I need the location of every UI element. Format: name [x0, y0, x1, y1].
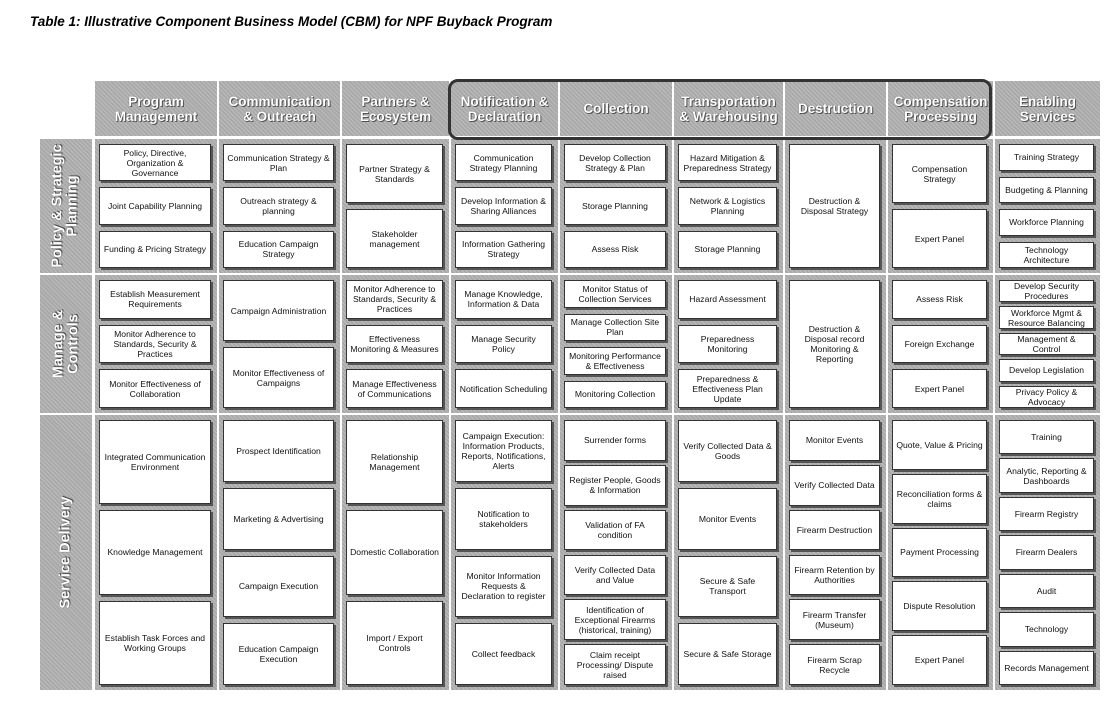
component-box[interactable]: Monitor Status of Collection Services — [564, 280, 666, 308]
component-cell — [95, 415, 217, 690]
component-cell — [888, 415, 993, 690]
component-box[interactable]: Destruction & Disposal Strategy — [789, 144, 880, 268]
component-cell — [560, 139, 672, 273]
component-box[interactable]: Communication Strategy Planning — [455, 144, 552, 181]
component-box[interactable]: Monitor Effectiveness of Collaboration — [99, 369, 211, 408]
component-box[interactable]: Dispute Resolution — [892, 581, 987, 631]
component-box[interactable]: Claim receipt Processing/ Dispute raised — [564, 644, 666, 685]
component-box[interactable]: Monitor Adherence to Standards, Security & Practices — [99, 325, 211, 364]
component-box[interactable]: Develop Information & Sharing Alliances — [455, 187, 552, 224]
component-box[interactable]: Training Strategy — [999, 144, 1094, 171]
column-header: Compensation Processing — [888, 81, 993, 136]
component-cell — [888, 139, 993, 273]
component-cell — [95, 275, 217, 413]
component-box[interactable]: Firearm Scrap Recycle — [789, 644, 880, 685]
component-box[interactable]: Manage Effectiveness of Communications — [346, 369, 443, 408]
component-box[interactable]: Notification to stakeholders — [455, 488, 552, 550]
component-box[interactable]: Storage Planning — [564, 187, 666, 224]
component-box[interactable]: Destruction & Disposal record Monitoring & Reporting — [789, 280, 880, 408]
component-box[interactable]: Compensation Strategy — [892, 144, 987, 203]
component-box[interactable]: Outreach strategy & planning — [223, 187, 334, 224]
component-box[interactable]: Notification Scheduling — [455, 369, 552, 408]
component-cell — [451, 139, 558, 273]
component-box[interactable]: Education Campaign Execution — [223, 623, 334, 685]
component-box[interactable]: Domestic Collaboration — [346, 510, 443, 594]
component-box[interactable]: Develop Collection Strategy & Plan — [564, 144, 666, 181]
component-box[interactable]: Communication Strategy & Plan — [223, 144, 334, 181]
component-box[interactable]: Campaign Execution: Information Products, Reports, Notifications, Alerts — [455, 420, 552, 482]
component-cell — [342, 275, 449, 413]
component-box[interactable]: Information Gathering Strategy — [455, 231, 552, 268]
column-header: Communication & Outreach — [219, 81, 340, 136]
component-box[interactable]: Training — [999, 420, 1094, 454]
component-box[interactable]: Marketing & Advertising — [223, 488, 334, 550]
component-box[interactable]: Monitor Events — [789, 420, 880, 461]
component-box[interactable]: Manage Collection Site Plan — [564, 314, 666, 342]
component-box[interactable]: Relationship Management — [346, 420, 443, 504]
row-header-label: Service Delivery — [57, 496, 74, 609]
component-box[interactable]: Verify Collected Data and Value — [564, 555, 666, 596]
column-header: Transportation & Warehousing — [674, 81, 783, 136]
component-box[interactable]: Verify Collected Data & Goods — [678, 420, 777, 482]
component-box[interactable]: Management & Control — [999, 333, 1094, 355]
component-box[interactable]: Firearm Retention by Authorities — [789, 555, 880, 596]
component-cell — [995, 139, 1100, 273]
column-header: Program Management — [95, 81, 217, 136]
component-cell — [888, 275, 993, 413]
component-box[interactable]: Monitor Adherence to Standards, Security & Practices — [346, 280, 443, 319]
component-box[interactable]: Joint Capability Planning — [99, 187, 211, 224]
component-cell — [674, 139, 783, 273]
component-box[interactable]: Monitoring Collection — [564, 381, 666, 409]
component-cell — [219, 275, 340, 413]
component-box[interactable]: Develop Legislation — [999, 359, 1094, 381]
row-header-label: Manage & Controls — [50, 309, 81, 379]
component-cell — [785, 275, 886, 413]
component-cell — [342, 139, 449, 273]
component-box[interactable]: Manage Security Policy — [455, 325, 552, 364]
component-cell — [451, 275, 558, 413]
component-box[interactable]: Records Management — [999, 651, 1094, 685]
component-box[interactable]: Monitor Events — [678, 488, 777, 550]
component-box[interactable]: Monitor Information Requests & Declaration to register — [455, 556, 552, 618]
component-box[interactable]: Analytic, Reporting & Dashboards — [999, 458, 1094, 492]
column-header: Destruction — [785, 81, 886, 136]
component-box[interactable]: Education Campaign Strategy — [223, 231, 334, 268]
component-box[interactable]: Audit — [999, 574, 1094, 608]
component-box[interactable]: Workforce Planning — [999, 209, 1094, 236]
component-box[interactable]: Assess Risk — [564, 231, 666, 268]
component-cell — [674, 275, 783, 413]
component-box[interactable]: Hazard Mitigation & Preparedness Strategy — [678, 144, 777, 181]
component-cell — [995, 415, 1100, 690]
component-cell — [95, 139, 217, 273]
column-header: Enabling Services — [995, 81, 1100, 136]
component-box[interactable]: Secure & Safe Transport — [678, 556, 777, 618]
row-header — [40, 415, 92, 690]
component-box[interactable]: Collect feedback — [455, 623, 552, 685]
column-header: Notification & Declaration — [451, 81, 558, 136]
component-box[interactable]: Validation of FA condition — [564, 510, 666, 551]
component-box[interactable]: Privacy Policy & Advocacy — [999, 386, 1094, 408]
component-cell — [785, 139, 886, 273]
column-header: Collection — [560, 81, 672, 136]
component-box[interactable]: Stakeholder management — [346, 209, 443, 268]
component-box[interactable]: Reconciliation forms & claims — [892, 474, 987, 524]
component-box[interactable]: Firearm Registry — [999, 497, 1094, 531]
component-box[interactable]: Workforce Mgmt & Resource Balancing — [999, 306, 1094, 328]
component-box[interactable]: Network & Logistics Planning — [678, 187, 777, 224]
component-box[interactable]: Knowledge Management — [99, 510, 211, 594]
component-box[interactable]: Manage Knowledge, Information & Data — [455, 280, 552, 319]
component-box[interactable]: Establish Measurement Requirements — [99, 280, 211, 319]
component-cell — [560, 415, 672, 690]
component-box[interactable]: Verify Collected Data — [789, 465, 880, 506]
component-cell — [219, 139, 340, 273]
component-box[interactable]: Campaign Administration — [223, 280, 334, 341]
row-header — [40, 139, 92, 273]
component-cell — [674, 415, 783, 690]
column-header: Partners & Ecosystem — [342, 81, 449, 136]
component-box[interactable]: Effectiveness Monitoring & Measures — [346, 325, 443, 364]
lifecycle-highlight-frame — [448, 79, 992, 140]
component-box[interactable]: Monitoring Performance & Effectiveness — [564, 347, 666, 375]
table-title: Table 1: Illustrative Component Business Model (CBM) for NPF Buyback Program — [30, 14, 553, 29]
component-box[interactable]: Integrated Communication Environment — [99, 420, 211, 504]
component-box[interactable]: Payment Processing — [892, 528, 987, 578]
component-box[interactable]: Funding & Pricing Strategy — [99, 231, 211, 268]
component-box[interactable]: Budgeting & Planning — [999, 177, 1094, 204]
component-box[interactable]: Identification of Exceptional Firearms (historical, training) — [564, 599, 666, 640]
component-box[interactable]: Secure & Safe Storage — [678, 623, 777, 685]
component-box[interactable]: Hazard Assessment — [678, 280, 777, 319]
component-box[interactable]: Expert Panel — [892, 635, 987, 685]
component-cell — [342, 415, 449, 690]
component-box[interactable]: Develop Security Procedures — [999, 280, 1094, 302]
row-header-label: Policy & Strategic Planning — [50, 144, 82, 268]
component-cell — [219, 415, 340, 690]
component-box[interactable]: Prospect Identification — [223, 420, 334, 482]
component-box[interactable]: Import / Export Controls — [346, 601, 443, 685]
component-cell — [560, 275, 672, 413]
component-cell — [785, 415, 886, 690]
component-cell — [995, 275, 1100, 413]
component-box[interactable]: Surrender forms — [564, 420, 666, 461]
component-box[interactable]: Foreign Exchange — [892, 325, 987, 364]
component-box[interactable]: Register People, Goods & Information — [564, 465, 666, 506]
component-box[interactable]: Storage Planning — [678, 231, 777, 268]
component-box[interactable]: Preparedness & Effectiveness Plan Update — [678, 369, 777, 408]
component-box[interactable]: Technology Architecture — [999, 242, 1094, 269]
component-box[interactable]: Quote, Value & Pricing — [892, 420, 987, 470]
component-box[interactable]: Assess Risk — [892, 280, 987, 319]
component-box[interactable]: Campaign Execution — [223, 556, 334, 618]
component-box[interactable]: Monitor Effectiveness of Campaigns — [223, 347, 334, 408]
component-box[interactable]: Firearm Destruction — [789, 510, 880, 551]
component-box[interactable]: Expert Panel — [892, 209, 987, 268]
component-box[interactable]: Establish Task Forces and Working Groups — [99, 601, 211, 685]
component-box[interactable]: Preparedness Monitoring — [678, 325, 777, 364]
component-box[interactable]: Policy, Directive, Organization & Governance — [99, 144, 211, 181]
component-box[interactable]: Firearm Transfer (Museum) — [789, 599, 880, 640]
component-box[interactable]: Technology — [999, 612, 1094, 646]
row-header — [40, 275, 92, 413]
component-cell — [451, 415, 558, 690]
component-box[interactable]: Expert Panel — [892, 369, 987, 408]
component-box[interactable]: Firearm Dealers — [999, 535, 1094, 569]
component-box[interactable]: Partner Strategy & Standards — [346, 144, 443, 203]
